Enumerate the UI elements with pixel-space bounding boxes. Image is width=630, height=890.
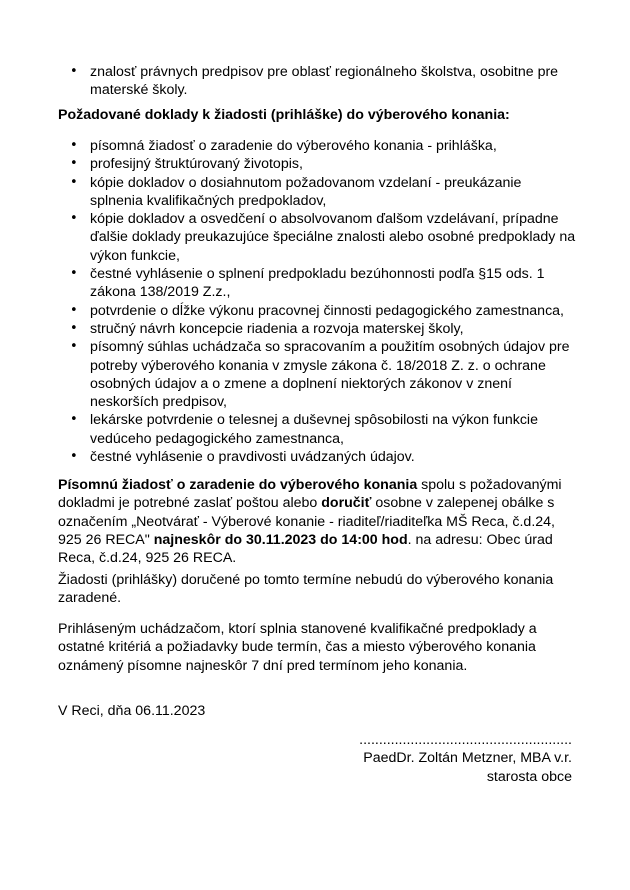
list-item: • kópie dokladov o dosiahnutom požadovanom vzdelaní - preukázanie splnenia kvalifikačných predpokladov, — [58, 174, 578, 211]
list-item: • písomná žiadosť o zaradenie do výberového konania - prihláška, — [58, 137, 578, 155]
list-item: • potvrdenie o dĺžke výkonu pracovnej činnosti pedagogického zamestnanca, — [58, 302, 578, 320]
list-item: • čestné vyhlásenie o splnení predpokladu bezúhonnosti podľa §15 ods. 1 zákona 138/2019 Z.z., — [58, 265, 578, 302]
submission-text: osobne v zalepenej obálke s označením „Neotvárať - Výberové konanie - riaditeľ/riaditeľka MŠ Reca, č.d.24, 925 26 RECA" — [58, 495, 555, 548]
submission-deadline: najneskôr do 30.11.2023 do 14:00 hod — [153, 531, 408, 548]
signature-line: ...................................................... — [359, 732, 572, 748]
list-item: • čestné vyhlásenie o pravdivosti uvádzaných údajov. — [58, 448, 578, 466]
submission-bold-deliver: doručiť — [321, 495, 372, 512]
list-item: • profesijný štruktúrovaný životopis, — [58, 155, 578, 173]
intro-bullet-list — [58, 63, 578, 100]
list-item: • stručný návrh koncepcie riadenia a rozvoja materskej školy, — [58, 320, 578, 338]
submission-text: spolu s požadovanými dokladmi je potrebné zaslať poštou alebo — [58, 477, 562, 512]
submission-address: . na adresu: Obec úrad Reca, č.d.24, 925 26 RECA. — [58, 531, 553, 567]
signatory-name: PaedDr. Zoltán Metzner, MBA v.r. — [363, 750, 572, 767]
signature-block — [252, 731, 572, 786]
place-date: V Reci, dňa 06.11.2023 — [58, 703, 206, 719]
invitation-notice: Prihláseným uchádzačom, ktorí splnia stanovené kvalifikačné predpoklady a ostatné kritériá a požiadavky bude termín, čas a miesto výberového konania oznámený písomne najneskôr 7 dní pred termínom jeho konania. — [58, 621, 537, 674]
list-item: • písomný súhlas uchádzača so spracovaním a použitím osobných údajov pre potreby výberového konania v zmysle zákona č. 18/2018 Z. z. o ochrane osobných údajov a o zmene a doplnení niektorých zákonov v znení neskorších predpisov, — [58, 338, 578, 411]
list-item: • lekárske potvrdenie o telesnej a duševnej spôsobilosti na výkon funkcie vedúceho pedagogického zamestnanca, — [58, 411, 578, 448]
documents-list — [58, 137, 578, 466]
list-item: • znalosť právnych predpisov pre oblasť regionálneho školstva, osobitne pre materské školy. — [58, 63, 578, 100]
documents-heading: Požadované doklady k žiadosti (prihláške) do výberového konania: — [58, 107, 510, 123]
signatory-title: starosta obce — [486, 768, 572, 785]
submission-bold-subject: Písomnú žiadosť o zaradenie do výberového konania — [58, 477, 418, 493]
list-item: • kópie dokladov a osvedčení o absolvovanom ďalšom vzdelávaní, prípadne ďalšie doklady preukazujúce špeciálne znalosti alebo osobné predpoklady na výkon funkcie, — [58, 210, 578, 265]
submission-paragraph — [58, 476, 578, 567]
late-notice: Žiadosti (prihlášky) doručené po tomto termíne nebudú do výberového konania zaradené. — [58, 572, 554, 607]
